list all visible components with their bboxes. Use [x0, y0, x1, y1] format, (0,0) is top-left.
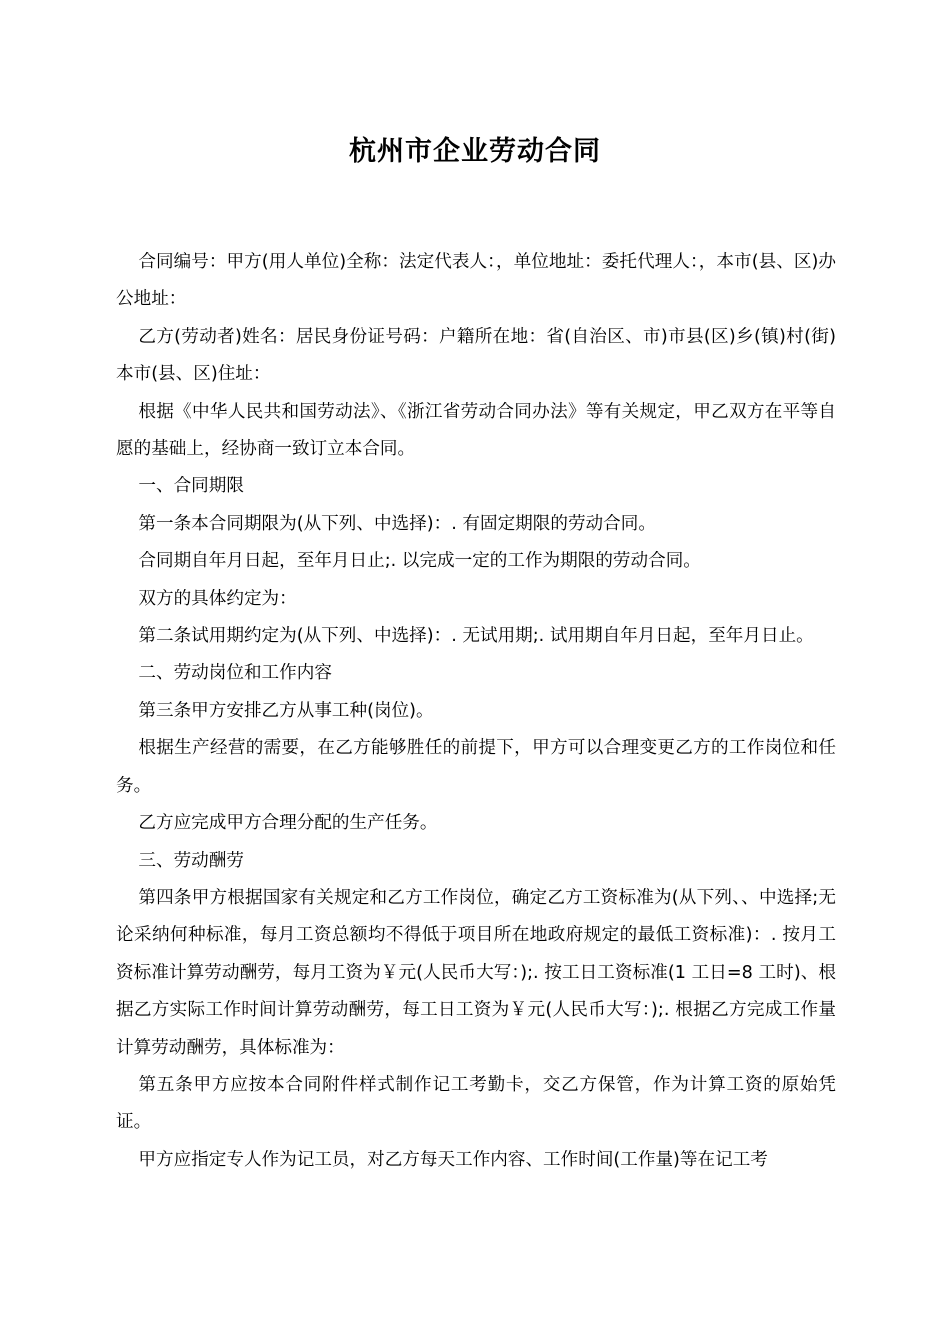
- paragraph-article-4: 第四条甲方根据国家有关规定和乙方工作岗位，确定乙方工资标准为(从下列、、中选择;无论采纳何种标准，每月工资总额均不得低于项目所在地政府规定的最低工资标准)：. 按月工资标准计算劳动酬劳，每月工资为￥元(人民币大写：);. 按工日工资标准(1 工日=8 工时)、根据乙方实际工作时间计算劳动酬劳，每工日工资为￥元(人民币大写：);. 根据乙方完成工作量计算劳动酬劳，具体标准为：: [116, 887, 836, 1058]
- paragraph-contract-parties-b: 乙方(劳动者)姓名：居民身份证号码：户籍所在地：省(自治区、市)市县(区)乡(镇)村(街)本市(县、区)住址：: [116, 326, 836, 385]
- section-heading-job-position: 二、劳动岗位和工作内容: [138, 663, 332, 684]
- paragraph-job-change: 根据生产经营的需要，在乙方能够胜任的前提下，甲方可以合理变更乙方的工作岗位和任务。: [116, 738, 836, 796]
- paragraph-article-1: 第一条本合同期限为(从下列、中选择)：. 有固定期限的劳动合同。: [138, 513, 656, 534]
- section-heading-contract-term: 一、合同期限: [138, 476, 244, 497]
- document-body: [116, 244, 836, 1179]
- paragraph-legal-basis: 根据《中华人民共和国劳动法》、《浙江省劳动合同办法》等有关规定，甲乙双方在平等自愿的基础上，经协商一致订立本合同。: [116, 401, 836, 460]
- section-heading-remuneration: 三、劳动酬劳: [138, 850, 244, 871]
- paragraph-production-task: 乙方应完成甲方合理分配的生产任务。: [138, 813, 438, 834]
- paragraph-contract-parties-a: 合同编号：甲方(用人单位)全称：法定代表人：，单位地址：委托代理人：，本市(县、区)办公地址：: [116, 252, 836, 310]
- document-title: 杭州市企业劳动合同: [349, 136, 601, 167]
- paragraph-article-5: 第五条甲方应按本合同附件样式制作记工考勤卡，交乙方保管，作为计算工资的原始凭证。: [116, 1074, 836, 1133]
- paragraph-contract-period: 合同期自年月日起，至年月日止;. 以完成一定的工作为期限的劳动合同。: [138, 551, 701, 572]
- paragraph-specific-agreement: 双方的具体约定为：: [138, 588, 297, 609]
- paragraph-article-3: 第三条甲方安排乙方从事工种(岗位)。: [138, 700, 434, 721]
- paragraph-article-2: 第二条试用期约定为(从下列、中选择)：. 无试用期;. 试用期自年月日起，至年月日止。: [138, 626, 814, 647]
- paragraph-timekeeper: 甲方应指定专人作为记工员，对乙方每天工作内容、工作时间(工作量)等在记工考: [138, 1149, 768, 1170]
